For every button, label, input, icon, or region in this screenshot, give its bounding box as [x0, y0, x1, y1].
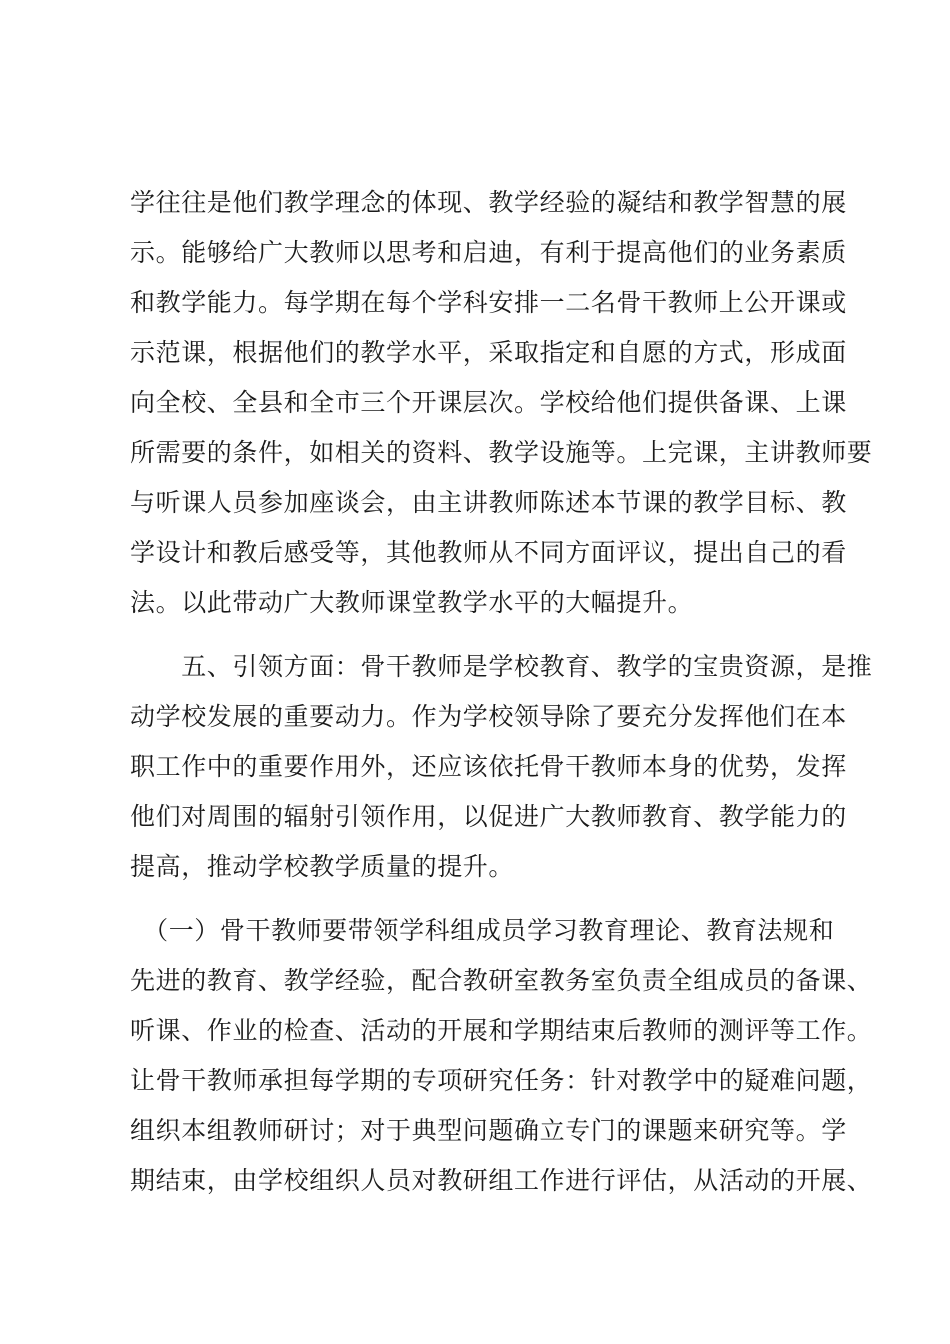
text-line: 期结束，由学校组织人员对教研组工作进行评估，从活动的开展、 [130, 1166, 873, 1195]
text-line: 五、引领方面：骨干教师是学校教育、教学的宝贵资源，是推 [130, 652, 873, 681]
paragraph-2 [130, 642, 873, 892]
body-text [130, 178, 873, 1206]
paragraph-1 [130, 178, 873, 628]
paragraph-gap [130, 628, 840, 642]
text-line: 职工作中的重要作用外，还应该依托骨干教师本身的优势，发挥 [130, 752, 847, 781]
paragraph-3 [130, 906, 873, 1206]
text-line: 他们对周围的辐射引领作用，以促进广大教师教育、教学能力的 [130, 802, 847, 831]
text-line: 向全校、全县和全市三个开课层次。学校给他们提供备课、上课 [130, 388, 847, 417]
text-line: （一）骨干教师要带领学科组成员学习教育理论、教育法规和 [130, 916, 835, 945]
text-line: 组织本组教师研讨；对于典型问题确立专门的课题来研究等。学 [130, 1116, 847, 1145]
text-line: 和教学能力。每学期在每个学科安排一二名骨干教师上公开课或 [130, 288, 847, 317]
text-line: 动学校发展的重要动力。作为学校领导除了要充分发挥他们在本 [130, 702, 847, 731]
text-line: 提高，推动学校教学质量的提升。 [130, 852, 515, 881]
text-line: 先进的教育、教学经验，配合教研室教务室负责全组成员的备课、 [130, 966, 873, 995]
text-line: 与听课人员参加座谈会，由主讲教师陈述本节课的教学目标、教 [130, 488, 847, 517]
text-line: 示范课，根据他们的教学水平，采取指定和自愿的方式，形成面 [130, 338, 847, 367]
text-line: 法。以此带动广大教师课堂教学水平的大幅提升。 [130, 588, 694, 617]
text-line: 学设计和教后感受等，其他教师从不同方面评议，提出自己的看 [130, 538, 847, 567]
text-line: 让骨干教师承担每学期的专项研究任务：针对教学中的疑难问题， [130, 1066, 873, 1095]
text-line: 所需要的条件，如相关的资料、教学设施等。上完课，主讲教师要 [130, 438, 873, 467]
text-line: 听课、作业的检查、活动的开展和学期结束后教师的测评等工作。 [130, 1016, 873, 1045]
paragraph-gap [130, 892, 840, 906]
text-line: 示。能够给广大教师以思考和启迪，有利于提高他们的业务素质 [130, 238, 847, 267]
text-line: 学往往是他们教学理念的体现、教学经验的凝结和教学智慧的展 [130, 188, 847, 217]
